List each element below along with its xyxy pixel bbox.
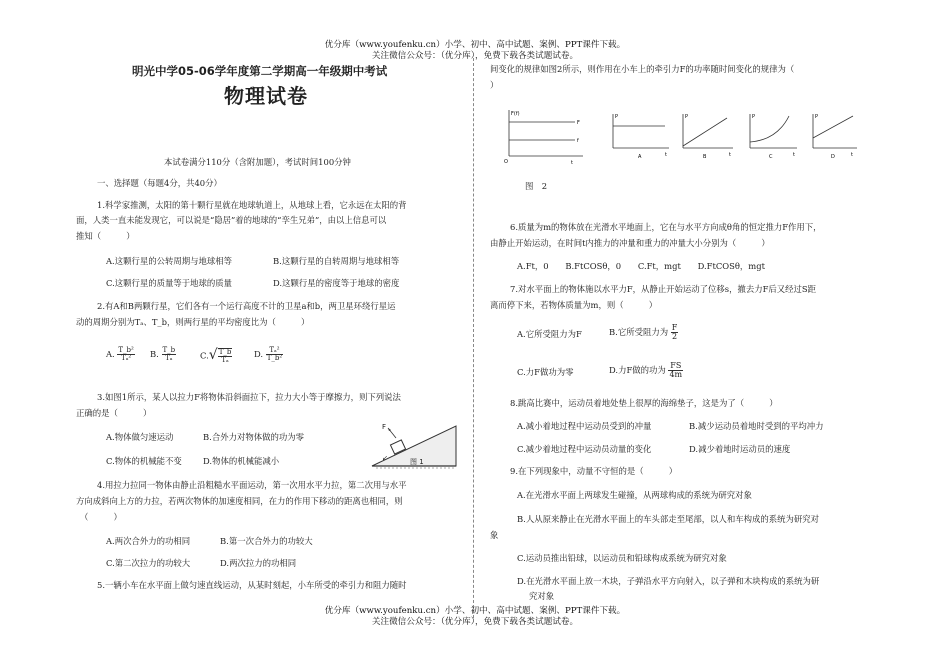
- q1-option-d: D.这颗行星的密度等于地球的密度: [273, 278, 400, 288]
- q4-stem-line2: 方向成斜向上方的力拉，若两次物体的加速度相同，在力的作用下移动的距离也相同，则: [76, 496, 403, 506]
- q8-stem-line1: 8.跳高比赛中，运动员着地处垫上很厚的海绵垫子，这是为了（ ）: [510, 398, 778, 408]
- exam-subject: 物理试卷: [224, 84, 308, 108]
- label-t: t: [571, 160, 573, 166]
- q2-option-c: C.√ $\frac{T\_b}{\text{Tₐ}}$: [200, 347, 232, 364]
- curve: [813, 116, 853, 138]
- label-p: P: [615, 114, 619, 120]
- q9-option-d-line2: 究对象: [529, 591, 555, 601]
- curve: [750, 116, 789, 142]
- graph-option-a: [613, 114, 669, 160]
- q9-stem-line1: 9.在下列现象中，动量不守恒的是（ ）: [510, 466, 678, 476]
- q6-options: A.Ft，0 B.FtCOSθ，0 C.Ft，mgt D.FtCOSθ，mgt: [517, 261, 765, 271]
- label-a: A: [638, 154, 642, 160]
- q3-option-b: B.合外力对物体做的功为零: [203, 432, 304, 442]
- q2-option-a: A. $\frac{\text{T\_b²}}{\text{Tₐ²}}$: [106, 346, 134, 362]
- q4-option-b: B.第一次合外力的功较大: [220, 536, 313, 546]
- q1-option-b: B.这颗行星的自转周期与地球相等: [273, 256, 400, 266]
- graph-option-d: [813, 114, 857, 160]
- q7-option-a: A.它所受阻力为F: [517, 329, 582, 339]
- q7-option-c: C.力F做功为零: [517, 367, 574, 377]
- q8-option-a: A.减小着地过程中运动员受到的冲量: [517, 421, 652, 431]
- curve: [683, 118, 727, 146]
- q8-option-b: B.减少运动员着地时受到的平均冲力: [689, 421, 824, 431]
- label-f: f: [577, 138, 579, 144]
- q1-option-a: A.这颗行星的公转周期与地球相等: [106, 256, 232, 266]
- q5-stem-line2: 间变化的规律如图2所示，则作用在小车上的牵引力F的功率随时间变化的规律为（: [490, 64, 795, 74]
- column-divider: [473, 58, 474, 618]
- q2-option-d: D. $\frac{\text{Tₐ²}}{\text{T\_b²}}$: [254, 346, 283, 362]
- label-c: C: [769, 154, 773, 160]
- q4-option-c: C.第二次拉力的功较大: [106, 558, 191, 568]
- q8-option-c: C.减少着地过程中运动员动量的变化: [517, 444, 652, 454]
- motion-arrow-icon: ↙: [382, 454, 388, 462]
- figure-2-graphs: [505, 108, 860, 170]
- label-p: P: [752, 114, 756, 120]
- graph-force-time: [504, 110, 583, 166]
- label-t: t: [793, 152, 795, 158]
- q4-option-d: D.两次拉力的功相同: [220, 558, 297, 568]
- q4-stem-line1: 4.用拉力拉同一物体由静止沿粗糙水平面运动，第一次用水平力拉，第二次用与水平: [97, 480, 407, 490]
- q6-stem-line1: 6.质量为m的物体放在光滑水平地面上，它在与水平方向成θ角的恒定推力F作用下，: [510, 222, 822, 232]
- sqrt-icon: √: [208, 347, 218, 363]
- q7-option-b: B.它所受阻力为 $\frac{F}{2}$: [609, 323, 678, 341]
- label-F: F: [577, 120, 580, 126]
- q7-stem-line2: 离而停下来，若物体质量为m，则（ ）: [490, 300, 658, 310]
- site-footer-line1: 优分库（www.youfenku.cn）小学、初中、高中试题、案例、PPT课件下载。: [324, 606, 626, 616]
- exam-info: 本试卷满分110分（含附加题），考试时间100分钟: [164, 157, 351, 167]
- site-header-line1: 优分库（www.youfenku.cn）小学、初中、高中试题、案例、PPT课件下载。: [324, 40, 626, 50]
- label-t: t: [665, 152, 667, 158]
- q9-option-b-line2: 象: [490, 530, 499, 540]
- q3-option-d: D.物体的机械能减小: [203, 456, 280, 466]
- q3-option-a: A.物体做匀速运动: [106, 432, 174, 442]
- label-t: t: [729, 152, 731, 158]
- q2-stem-line1: 2.有A和B两颗行星，它们各有一个运行高度不计的卫星a和b，两卫星环绕行星运: [97, 301, 396, 311]
- axis-y-label: F(f): [511, 111, 520, 117]
- q2-option-b: B. $\frac{T\_b}{\text{Tₐ}}$: [150, 346, 176, 362]
- q5-stem-line3: ）: [490, 80, 499, 90]
- label-b: B: [703, 154, 707, 160]
- q3-option-c: C.物体的机械能不变: [106, 456, 182, 466]
- q4-stem-line3: （ ）: [80, 512, 122, 522]
- q8-option-d: D.减少着地时运动员的速度: [689, 444, 791, 454]
- origin-label: O: [504, 159, 508, 165]
- site-header-line2: 关注微信公众号：（优分库），免费下载各类试题试卷。: [371, 51, 579, 61]
- q9-option-b-line1: B.人从原来静止在光滑水平面上的车头部走至尾部，以人和车构成的系统为研究对: [517, 514, 819, 524]
- q1-stem-line2: 面，人类一直未能发现它，可以说是“隐居”着的地球的“孪生兄弟”，由以上信息可以: [76, 215, 387, 225]
- q4-option-a: A.两次合外力的功相同: [106, 536, 191, 546]
- graph-option-c: [750, 114, 797, 160]
- q1-option-c: C.这颗行星的质量等于地球的质量: [106, 278, 233, 288]
- figure-1-label: 图 1: [410, 458, 424, 466]
- figure-1-incline: [368, 420, 462, 472]
- q2-stem-line2: 动的周期分别为Tₐ、T_b，则两行星的平均密度比为（ ）: [76, 317, 310, 327]
- q3-stem-line2: 正确的是（ ）: [76, 408, 152, 418]
- figure-2-label: 图 2: [525, 181, 548, 191]
- label-p: P: [685, 114, 689, 120]
- label-t: t: [851, 152, 853, 158]
- label-p: P: [815, 114, 819, 120]
- q9-option-d-line1: D.在光滑水平面上放一木块，子弹沿水平方向射入，以子弹和木块构成的系统为研: [517, 576, 820, 586]
- graph-option-b: [683, 114, 733, 160]
- q3-stem-line1: 3.如图1所示，某人以拉力F将物体沿斜面拉下，拉力大小等于摩擦力，则下列说法: [97, 392, 401, 402]
- q1-stem-line1: 1.科学家推测，太阳的第十颗行星就在地球轨道上，从地球上看，它永远在太阳的背: [97, 200, 407, 210]
- q9-option-a: A.在光滑水平面上两球发生碰撞，从两球构成的系统为研究对象: [517, 490, 752, 500]
- site-footer-line2: 关注微信公众号：（优分库），免费下载各类试题试卷。: [371, 617, 579, 627]
- q9-option-c: C.运动员推出铅球，以运动员和铅球构成系统为研究对象: [517, 553, 727, 563]
- q7-option-d: D.力F做的功为 $\frac{FS}{4m}$: [609, 361, 683, 379]
- exam-title: 明光中学05-06学年度第二学期高一年级期中考试: [132, 64, 388, 78]
- force-label: F: [382, 423, 387, 431]
- q7-stem-line1: 7.对水平面上的物体施以水平力F，从静止开始运动了位移s，撤去力F后又经过S距: [510, 284, 817, 294]
- section-heading: 一、选择题（每题4分，共40分）: [97, 178, 222, 188]
- q6-stem-line2: 由静止开始运动，在时间t内推力的冲量和重力的冲量大小分别为（ ）: [490, 238, 770, 248]
- q1-stem-line3: 推知（ ）: [76, 231, 135, 241]
- q5-stem-line1: 5.一辆小车在水平面上做匀速直线运动，从某时刻起，小车所受的牵引力和阻力随时: [97, 580, 407, 590]
- label-d: D: [831, 154, 835, 160]
